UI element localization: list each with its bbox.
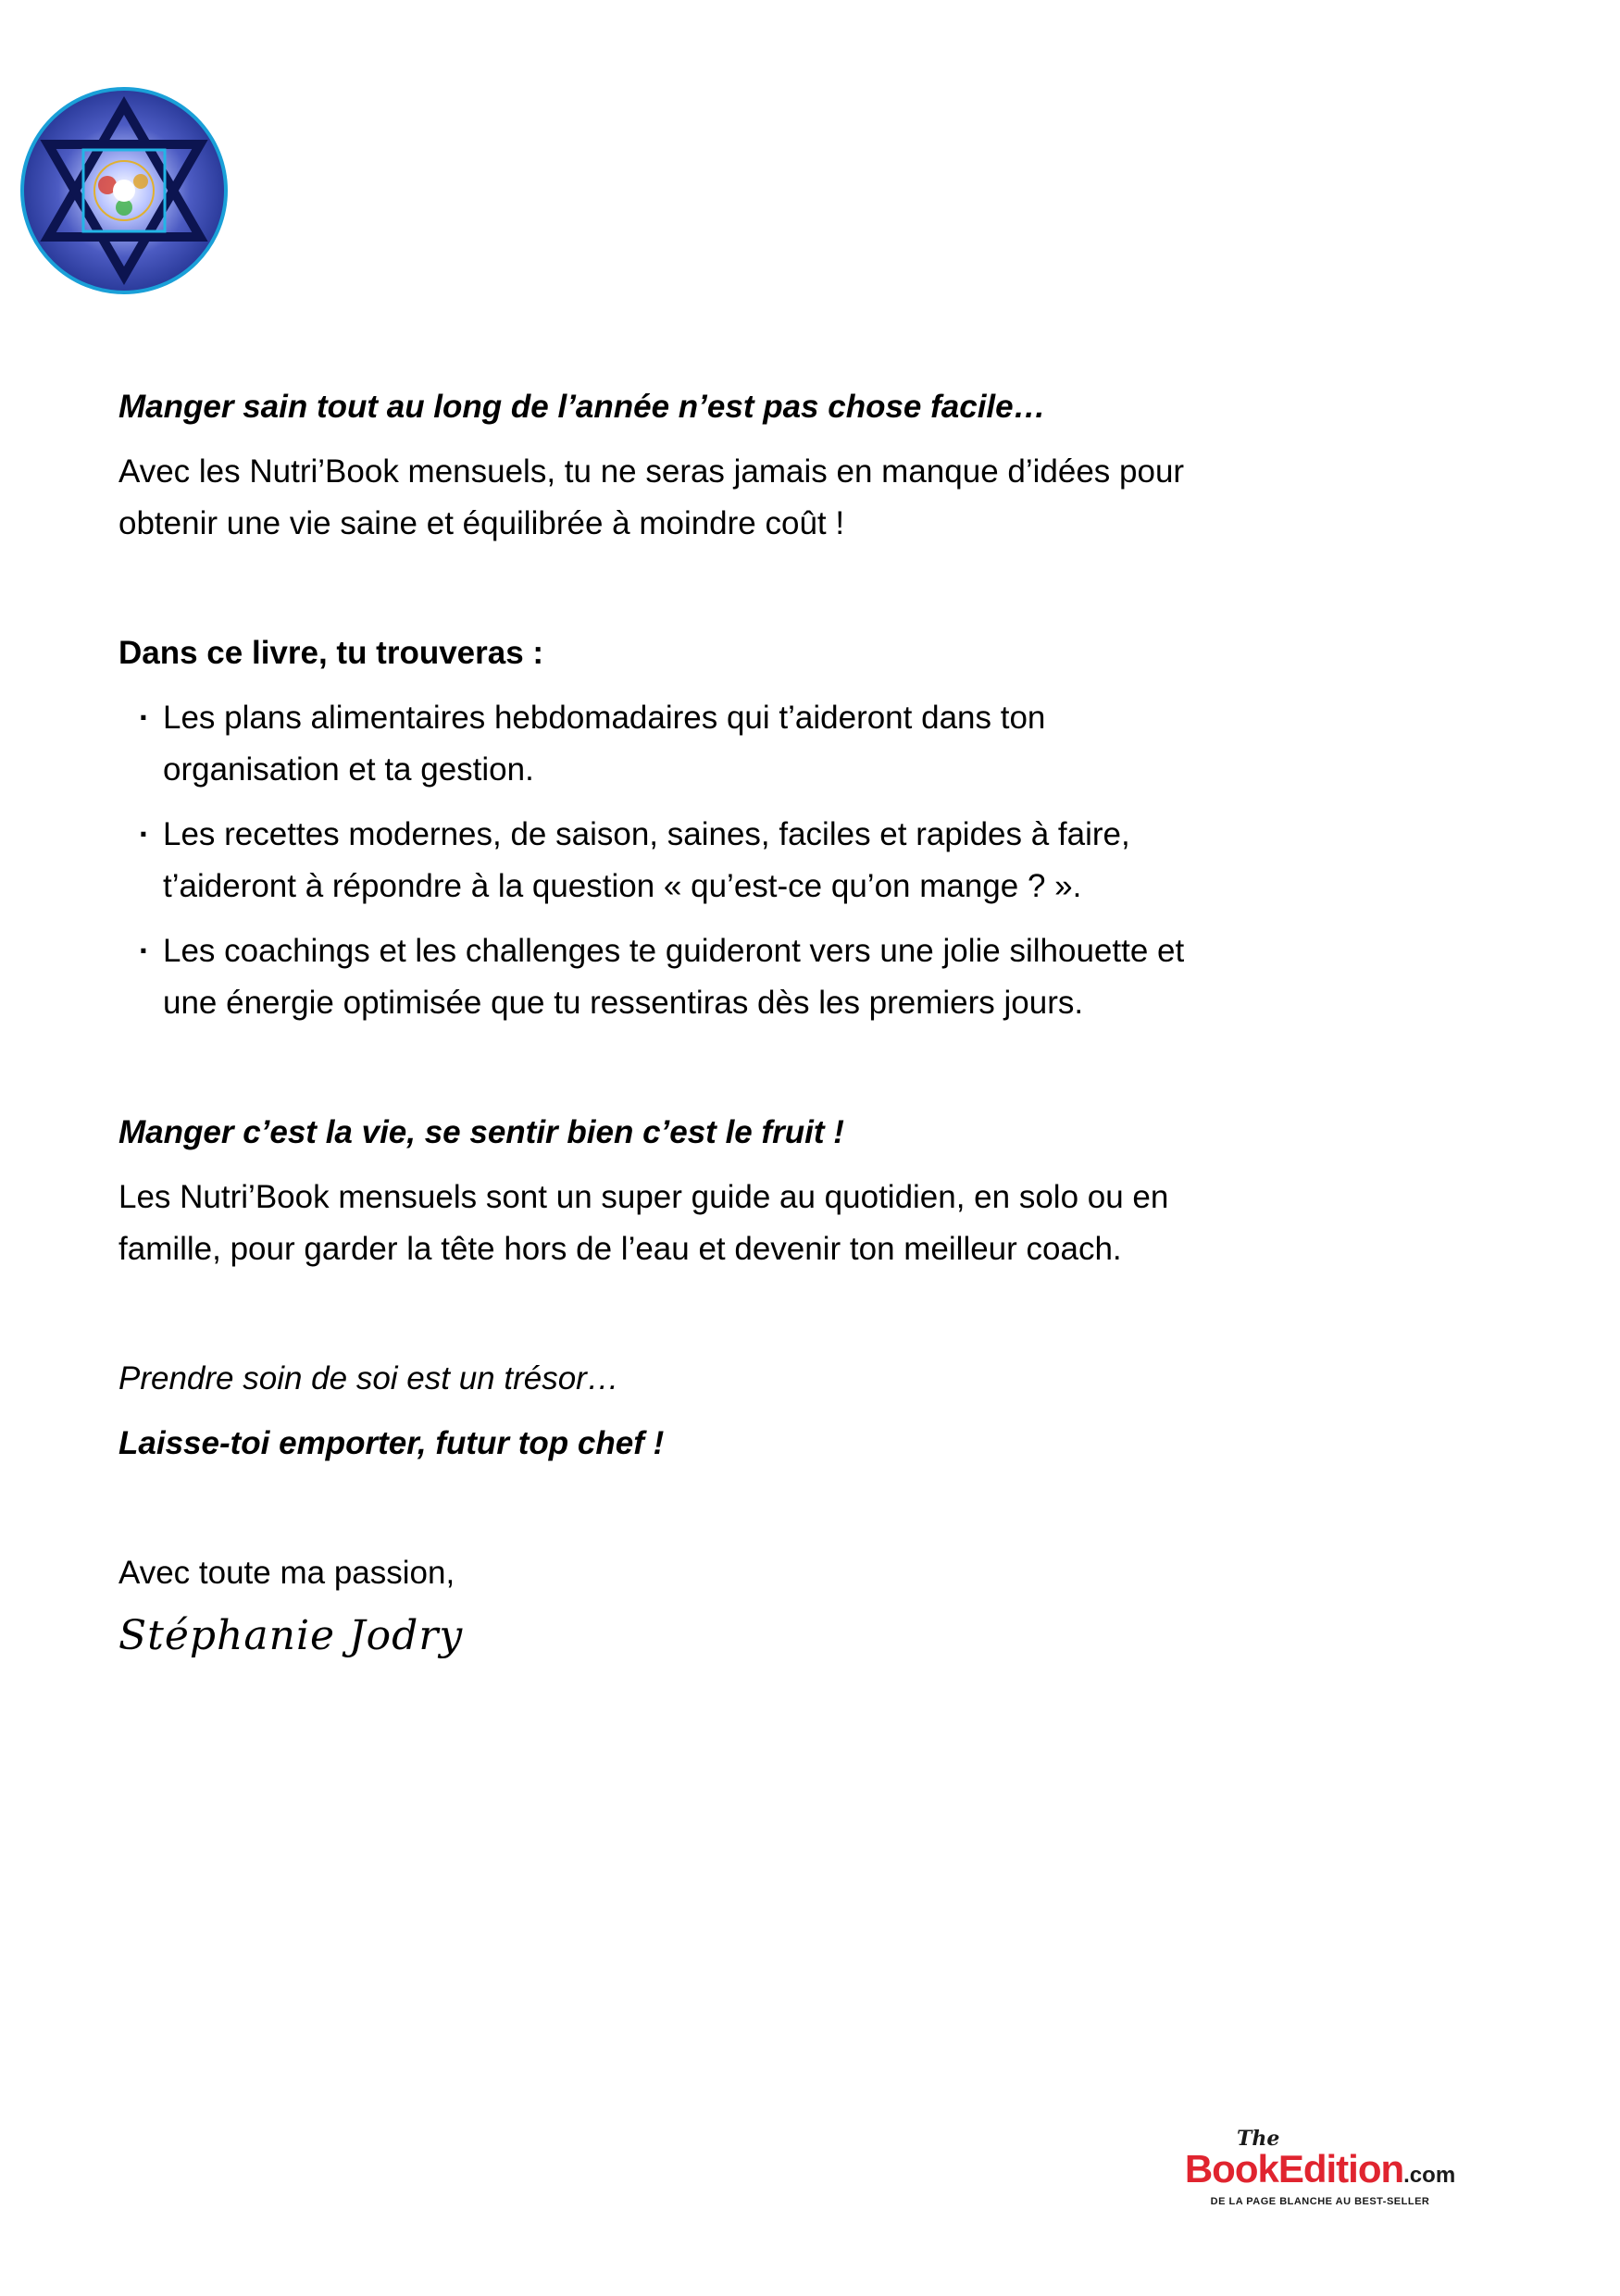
sacred-geometry-star-icon (19, 85, 230, 296)
intro-line: Avec les Nutri’Book mensuels, tu ne seras jamais en manque d’idées pour (118, 453, 1185, 490)
letter-body (118, 381, 1285, 1662)
motto-line: famille, pour garder la tête hors de l’eau et devenir ton meilleur coach. (118, 1231, 1122, 1267)
list-item (118, 692, 1285, 796)
motto-paragraph (118, 1172, 1285, 1275)
list-item-line: organisation et ta gestion. (163, 751, 534, 788)
bullet-icon: · (139, 700, 150, 736)
list-item (118, 925, 1285, 1029)
publisher-logo-the: The (1237, 2127, 1280, 2151)
publisher-logo-brand (1181, 2149, 1459, 2196)
motto-heading: Manger c’est la vie, se sentir bien c’est le fruit ! (118, 1114, 844, 1150)
intro-line: obtenir une vie saine et équilibrée à moindre coût ! (118, 505, 845, 541)
list-item-line: une énergie optimisée que tu ressentiras dès les premiers jours. (163, 985, 1084, 1021)
signoff-line: Avec toute ma passion, (118, 1555, 455, 1591)
list-item-line: Les recettes modernes, de saison, saines, faciles et rapides à faire, (163, 816, 1130, 852)
publisher-logo (1181, 2128, 1459, 2221)
bullet-icon: · (139, 933, 150, 969)
contents-list (118, 692, 1285, 1029)
motto-line: Les Nutri’Book mensuels sont un super guide au quotidien, en solo ou en (118, 1179, 1169, 1215)
publisher-logo-domain: .com (1403, 2163, 1456, 2188)
intro-paragraph (118, 446, 1285, 550)
bullet-icon: · (139, 816, 150, 852)
list-item-line: t’aideront à répondre à la question « qu’est-ce qu’on mange ? ». (163, 868, 1082, 904)
publisher-logo-tagline: DE LA PAGE BLANCHE AU BEST-SELLER (1210, 2196, 1430, 2207)
list-item-line: Les plans alimentaires hebdomadaires qui t’aideront dans ton (163, 700, 1046, 736)
publisher-logo-name: BookEdition (1184, 2147, 1404, 2191)
contents-heading: Dans ce livre, tu trouveras : (118, 635, 544, 671)
intro-heading: Manger sain tout au long de l’année n’est pas chose facile… (118, 389, 1046, 425)
list-item (118, 809, 1285, 912)
closing-italic-line: Prendre soin de soi est un trésor… (118, 1360, 619, 1396)
closing-bold-line: Laisse-toi emporter, futur top chef ! (118, 1425, 665, 1461)
list-item-line: Les coachings et les challenges te guideront vers une jolie silhouette et (163, 933, 1185, 969)
signature: Stéphanie Jodry (118, 1612, 464, 1659)
